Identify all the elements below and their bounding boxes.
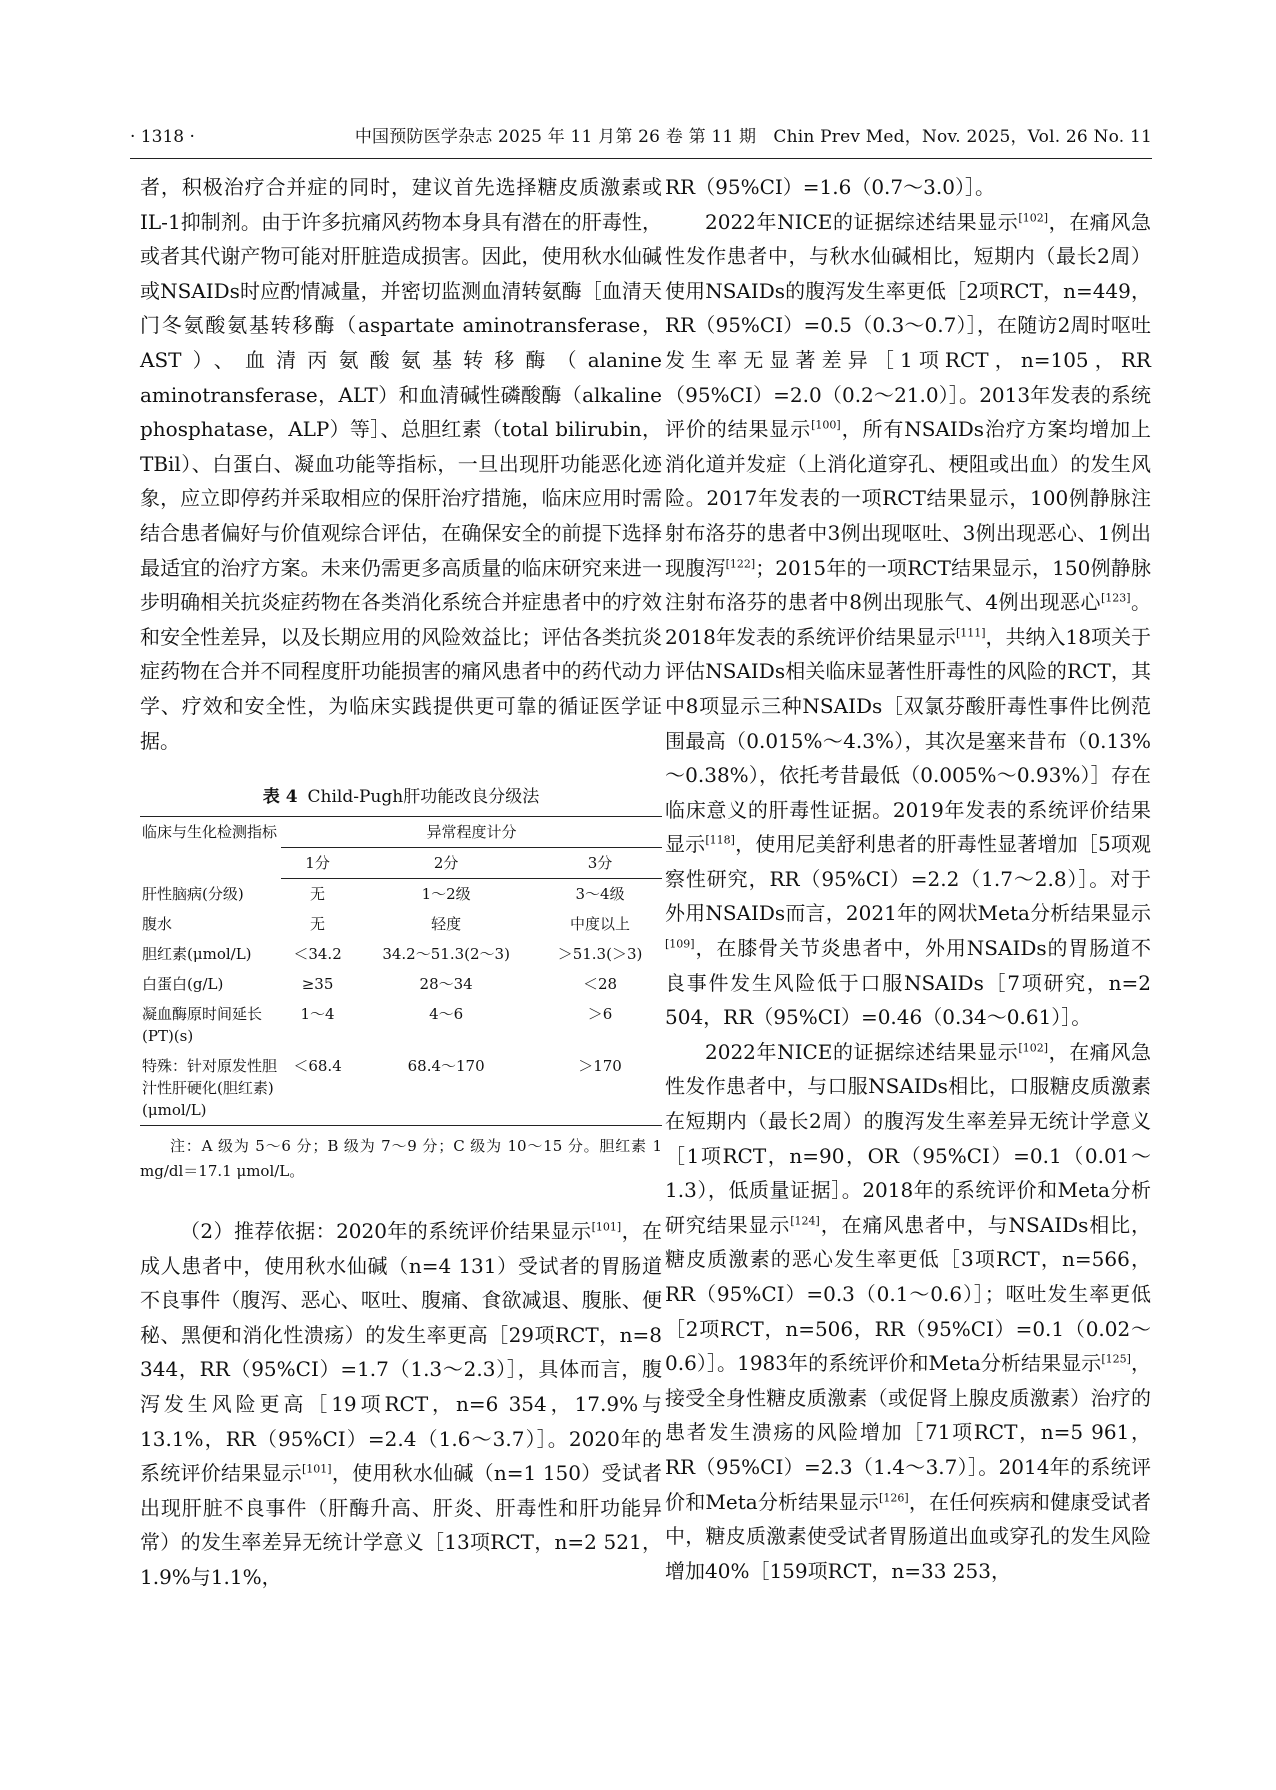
table-row <box>140 909 662 939</box>
citation: [126] <box>879 1490 909 1504</box>
table-row <box>140 879 662 910</box>
table-4 <box>140 784 662 1184</box>
table-row <box>140 999 662 1051</box>
page-header <box>130 122 1152 152</box>
table-cell: 凝血酶原时间延长(PT)(s) <box>142 1005 263 1046</box>
page-number: · 1318 · <box>130 127 195 147</box>
text-run: 2022年NICE的证据综述结果显示 <box>705 209 1019 234</box>
table-cell: ≥35 <box>301 975 334 994</box>
text-run: ，接受全身性糖皮质激素（或促肾上腺皮质激素）治疗的患者发生溃疡的风险增加［71项RCT，n=5 961，RR（95%CI）=2.3（1.4～3.7）］。2014年的系统评价和Meta分析结果显示 <box>665 1351 1152 1514</box>
citation: [102] <box>1018 1041 1048 1055</box>
table-cell: ＞6 <box>587 1005 613 1024</box>
text-run: ，在痛风急性发作患者中，与秋水仙碱相比，短期内（最长2周）使用NSAIDs的腹泻发生率更低［2项RCT，n=449，RR（95%CI）=0.5（0.3～0.7）］，在随访2周时呕吐发生率无显著差异［1项RCT，n=105，RR（95%CI）=2.0（0.2～21.0）］。2013年发表的系统评价的结果显示 <box>665 209 1152 442</box>
table-cell: 特殊：针对原发性胆汁性肝硬化(胆红素)(μmol/L) <box>140 1051 281 1126</box>
text-run: 2022年NICE的证据综述结果显示 <box>705 1039 1019 1064</box>
table-cell: 腹水 <box>142 915 173 934</box>
citation: [118] <box>705 833 735 847</box>
table-col-head: 临床与生化检测指标 <box>140 817 281 879</box>
table-cell: ＜28 <box>582 975 618 994</box>
paragraph: 者，积极治疗合并症的同时，建议首先选择糖皮质激素或IL-1抑制剂。由于许多抗痛风药物本身具有潜在的肝毒性，或者其代谢产物可能对肝脏造成损害。因此，使用秋水仙碱或NSAIDs时应酌情减量，并密切监测血清转氨酶［血清天门冬氨酸氨基转移酶（aspartate aminotransferase，AST）、血清丙氨酸氨基转移酶（alanine aminotransferase，ALT）和血清碱性磷酸酶（alkaline phosphatase，ALP）等］、总胆红素（total bilirubin，TBil）、白蛋白、凝血功能等指标，一旦出现肝功能恶化迹象，应立即停药并采取相应的保肝治疗措施，临床应用时需结合患者偏好与价值观综合评估，在确保安全的前提下选择最适宜的治疗方案。未来仍需更多高质量的临床研究来进一步明确相关抗炎症药物在各类消化系统合并症患者中的疗效和安全性差异，以及长期应用的风险效益比；评估各类抗炎症药物在合并不同程度肝功能损害的痛风患者中的药代动力学、疗效和安全性，为临床实践提供更可靠的循证医学证据。 <box>140 175 662 753</box>
table-cell: 无 <box>310 885 326 904</box>
citation: [100] <box>811 418 841 432</box>
table-cell: 3～4级 <box>575 885 625 904</box>
paragraph: RR（95%CI）=1.6（0.7～3.0）］。 <box>665 175 995 199</box>
table-note: 注：A 级为 5～6 分；B 级为 7～9 分；C 级为 10～15 分。胆红素 1 mg/dl＝17.1 μmol/L。 <box>140 1137 662 1181</box>
score-head: 1分 <box>281 848 354 879</box>
citation: [101] <box>302 1462 332 1476</box>
table-label: 表 4 <box>262 787 298 808</box>
table-cell: ＞170 <box>538 1051 662 1126</box>
text-run: ，在膝骨关节炎患者中，外用NSAIDs的胃肠道不良事件发生风险低于口服NSAIDs［7项研究，n=2 504，RR（95%CI）=0.46（0.34～0.61）］。 <box>665 936 1151 1030</box>
table-cell: 胆红素(μmol/L) <box>142 945 252 964</box>
citation: [124] <box>790 1214 820 1228</box>
citation: [123] <box>1100 591 1131 605</box>
journal-info: 中国预防医学杂志 2025 年 11 月第 26 卷 第 11 期 Chin Prev Med，Nov. 2025，Vol. 26 No. 11 <box>354 127 1152 147</box>
table-group-head: 异常程度计分 <box>281 817 662 848</box>
citation: [111] <box>955 626 986 640</box>
citation: [122] <box>725 556 756 570</box>
score-head: 3分 <box>538 848 662 879</box>
citation: [109] <box>665 937 695 951</box>
table-cell: 中度以上 <box>570 915 631 934</box>
text-run: ，在痛风患者中，与NSAIDs相比，糖皮质激素的恶心发生率更低［3项RCT，n=566，RR（95%CI）=0.3（0.1～0.6）］；呕吐发生率更低［2项RCT，n=506，RR（95%CI）=0.1（0.02～0.6）］。1983年的系统评价和Meta分析结果显示 <box>665 1212 1152 1376</box>
text-run: ，使用秋水仙碱（n=1 150）受试者出现肝脏不良事件（肝酶升高、肝炎、肝毒性和肝功能异常）的发生率差异无统计学意义［13项RCT，n=2 521，1.9%与1.1%， <box>140 1461 662 1590</box>
text-run: （2）推荐依据：2020年的系统评价结果显示 <box>180 1219 592 1244</box>
table-cell: ＞51.3(＞3) <box>557 945 643 964</box>
text-run: ，使用尼美舒利患者的肝毒性显著增加［5项观察性研究，RR（95%CI）=2.2（1.7～2.8）］。对于外用NSAIDs而言，2021年的网状Meta分析结果显示 <box>665 832 1151 926</box>
citation: [125] <box>1101 1352 1131 1366</box>
table-cell: 4～6 <box>429 1005 464 1024</box>
table-row <box>140 1051 662 1126</box>
paragraph <box>665 1035 1151 1589</box>
table-cell: 1～4 <box>300 1005 335 1024</box>
score-head: 2分 <box>354 848 538 879</box>
table-cell: 无 <box>310 915 326 934</box>
text-run: ；2015年的一项RCT结果显示，150例静脉注射布洛芬的患者中8例出现胀气、4例出现恶心 <box>665 555 1151 615</box>
citation: [102] <box>1018 210 1048 224</box>
text-run: 。2018年发表的系统评价结果显示 <box>665 590 1152 649</box>
left-column <box>140 170 662 1595</box>
table-cell: ＜68.4 <box>281 1051 354 1126</box>
table-cell: 白蛋白(g/L) <box>142 975 224 994</box>
right-column <box>665 170 1151 1588</box>
table-row <box>140 939 662 969</box>
text-run: ，所有NSAIDs治疗方案均增加上消化道并发症（上消化道穿孔、梗阻或出血）的发生风险。2017年发表的一项RCT结果显示，100例静脉注射布洛芬的患者中3例出现呕吐、3例出现恶心、1例出现腹泻 <box>665 417 1152 580</box>
text-run: ，在成人患者中，使用秋水仙碱（n=4 131）受试者的胃肠道不良事件（腹泻、恶心、呕吐、腹痛、食欲减退、腹胀、便秘、黑便和消化性溃疡）的发生率更高［29项RCT，n=8 344，RR（95%CI）=1.7（1.3～2.3）］，具体而言，腹泻发生风险更高［19项RCT，n=6 354，17.9%与13.1%，RR（95%CI）=2.4（1.6～3.7）］。2020年的系统评价结果显示 <box>140 1219 663 1486</box>
table-title <box>140 784 662 810</box>
paragraph <box>140 1214 662 1595</box>
header-rule <box>130 158 1152 159</box>
table-cell: ＜34.2 <box>293 945 342 964</box>
text-run: ，在痛风急性发作患者中，与口服NSAIDs相比，口服糖皮质激素在短期内（最长2周）的腹泻发生率差异无统计学意义［1项RCT，n=90，OR（95%CI）=0.1（0.01～1.3），低质量证据］。2018年的系统评价和Meta分析研究结果显示 <box>665 1039 1152 1237</box>
child-pugh-table <box>140 816 662 1126</box>
table-cell: 28～34 <box>419 975 473 994</box>
table-title-text: Child-Pugh肝功能改良分级法 <box>307 787 540 808</box>
table-cell: 34.2～51.3(2～3) <box>382 945 510 964</box>
table-cell: 68.4～170 <box>354 1051 538 1126</box>
table-cell: 轻度 <box>431 915 462 934</box>
paragraph <box>665 205 1151 1035</box>
table-cell: 肝性脑病(分级) <box>142 884 244 903</box>
table-row <box>140 969 662 999</box>
text-run: ，共纳入18项关于评估NSAIDs相关临床显著性肝毒性的风险的RCT，其中8项显示三种NSAIDs［双氯芬酸肝毒性事件比例范围最高（0.015%～4.3%），其次是塞来昔布（0.13%～0.38%），依托考昔最低（0.005%～0.93%）］存在临床意义的肝毒性证据。2019年发表的系统评价结果显示 <box>665 624 1151 857</box>
citation: [101] <box>591 1220 622 1234</box>
text-run: ，在任何疾病和健康受试者中，糖皮质激素使受试者胃肠道出血或穿孔的发生风险增加40%［159项RCT，n=33 253， <box>665 1489 1151 1583</box>
table-cell: 1～2级 <box>421 885 471 904</box>
